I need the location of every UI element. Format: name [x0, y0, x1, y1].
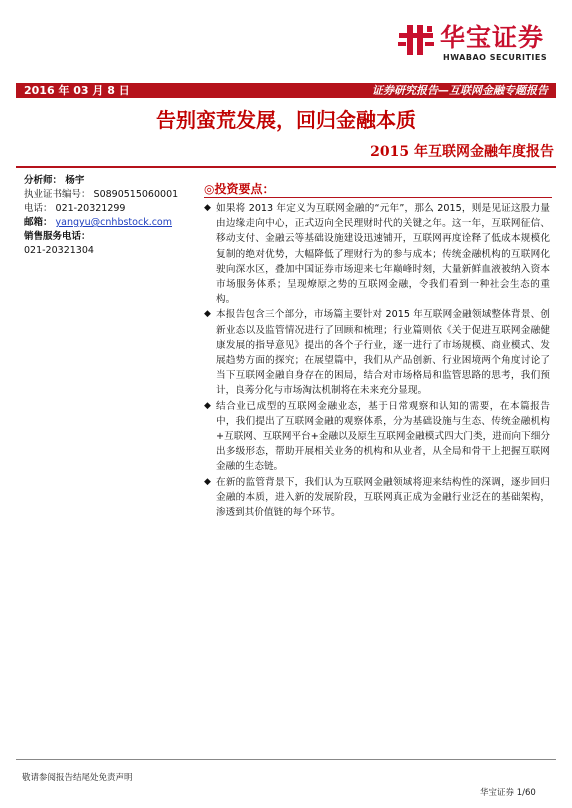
- analyst-email-row: [24, 216, 199, 230]
- key-point-text: 在新的监管背景下，我们认为互联网金融领域将迎来结构性的深调，逐步回归金融的本质，进入新的发展阶段，互联网真正成为金融行业泛在的基础架构，渗透到其价值链的每个环节。: [216, 476, 550, 519]
- key-point-text: 本报告包含三个部分，市场篇主要针对 2015 年互联网金融领域整体背景、创新业态以及监管情况进行了回顾和梳理；行业篇则依《关于促进互联网金融健康发展的指导意见》提出的各个子行业，逐一进行了市场规模、商业模式、发展趋势方面的探究；在展望篇中，我们从产品创新、行业困境两个角度讨论了当下互联网金融自身存在的困局，结合对市场格局和监管思路的思考，我们预计，良莠分化与市场淘汰机制将在未来充分显现。: [216, 309, 550, 397]
- header-band: [16, 83, 556, 98]
- key-points-heading: [204, 180, 275, 197]
- hwabao-logo-icon: [398, 24, 436, 56]
- key-points-divider: [204, 197, 552, 198]
- footer-disclaimer: 敬请参阅报告结尾处免责声明: [22, 773, 133, 783]
- analyst-cert: S0890515060001: [93, 189, 179, 200]
- analyst-info: [24, 174, 199, 258]
- analyst-name-row: [24, 174, 199, 188]
- title-divider: [16, 166, 556, 168]
- key-points-list: [204, 201, 550, 520]
- analyst-cert-row: [24, 188, 199, 202]
- double-circle-icon: ◎: [204, 182, 215, 196]
- analyst-name: 杨宇: [65, 175, 85, 186]
- brand-name-en: HWABAO SECURITIES: [443, 53, 548, 62]
- key-point-item: [204, 307, 550, 398]
- diamond-bullet-icon: ◆: [204, 400, 211, 411]
- diamond-bullet-icon: ◆: [204, 309, 211, 320]
- diamond-bullet-icon: ◆: [204, 203, 211, 213]
- key-point-item: [204, 475, 550, 521]
- report-date: 2016 年 03 月 8 日: [24, 84, 130, 97]
- report-type: 证券研究报告—互联网金融专题报告: [372, 84, 548, 97]
- analyst-phone-row: [24, 202, 199, 216]
- key-point-text: 结合业已成型的互联网金融业态，基于日常观察和认知的需要，在本篇报告中，我们提出了互联网金融的观察体系，分为基础设施与生态、传统金融机构+互联网、互联网平台+金融以及原生互联网金融模式四大门类，进而向下细分出多级形态，帮助开展相关业务的机构和从业者，从全局和骨干上把握互联网金融的生态链。: [216, 400, 550, 473]
- key-point-item: [204, 201, 550, 307]
- analyst-email-label: 邮箱：: [24, 217, 53, 228]
- analyst-name-label: 分析师：: [24, 175, 63, 186]
- diamond-bullet-icon: ◆: [204, 476, 211, 487]
- analyst-phone-label: 电话：: [24, 203, 53, 214]
- analyst-email-link[interactable]: yangyu@cnhbstock.com: [55, 217, 173, 228]
- report-subtitle: 2015 年互联网金融年度报告: [370, 144, 554, 160]
- report-title: 告别蛮荒发展，回归金融本质: [156, 108, 416, 132]
- key-points-heading-text: 投资要点：: [214, 182, 275, 196]
- sales-phone-label: 销售服务电话：: [24, 231, 91, 242]
- brand-name-cn: 华宝证券: [440, 23, 545, 52]
- footer-page-number: 华宝证券 1/60: [480, 788, 536, 798]
- key-point-item: [204, 399, 550, 475]
- key-point-text: 如果将 2013 年定义为互联网金融的“元年”，那么 2015，则是见证这股力量由边缘走向中心，正式迈向全民理财时代的关键之年。这一年，互联网征信、移动支付、金融云等基础设施建设迅速铺开，互联网再度诠释了低成本规模化复制的绝对优势，大幅降低了理财行为的参与成本；传统金融机构的互联网化驶向深水区，叠加中国证券市场迎来七年巅峰时刻，大量新鲜血液被纳入资本市场服务体系；呈现燎原之势的互联网金融，令我们看到一种社会生态的重构。: [216, 203, 550, 306]
- sales-phone: 021-20321304: [24, 245, 94, 256]
- analyst-cert-label: 执业证书编号：: [24, 189, 91, 200]
- analyst-phone: 021-20321299: [55, 203, 126, 214]
- footer-divider: [16, 759, 556, 760]
